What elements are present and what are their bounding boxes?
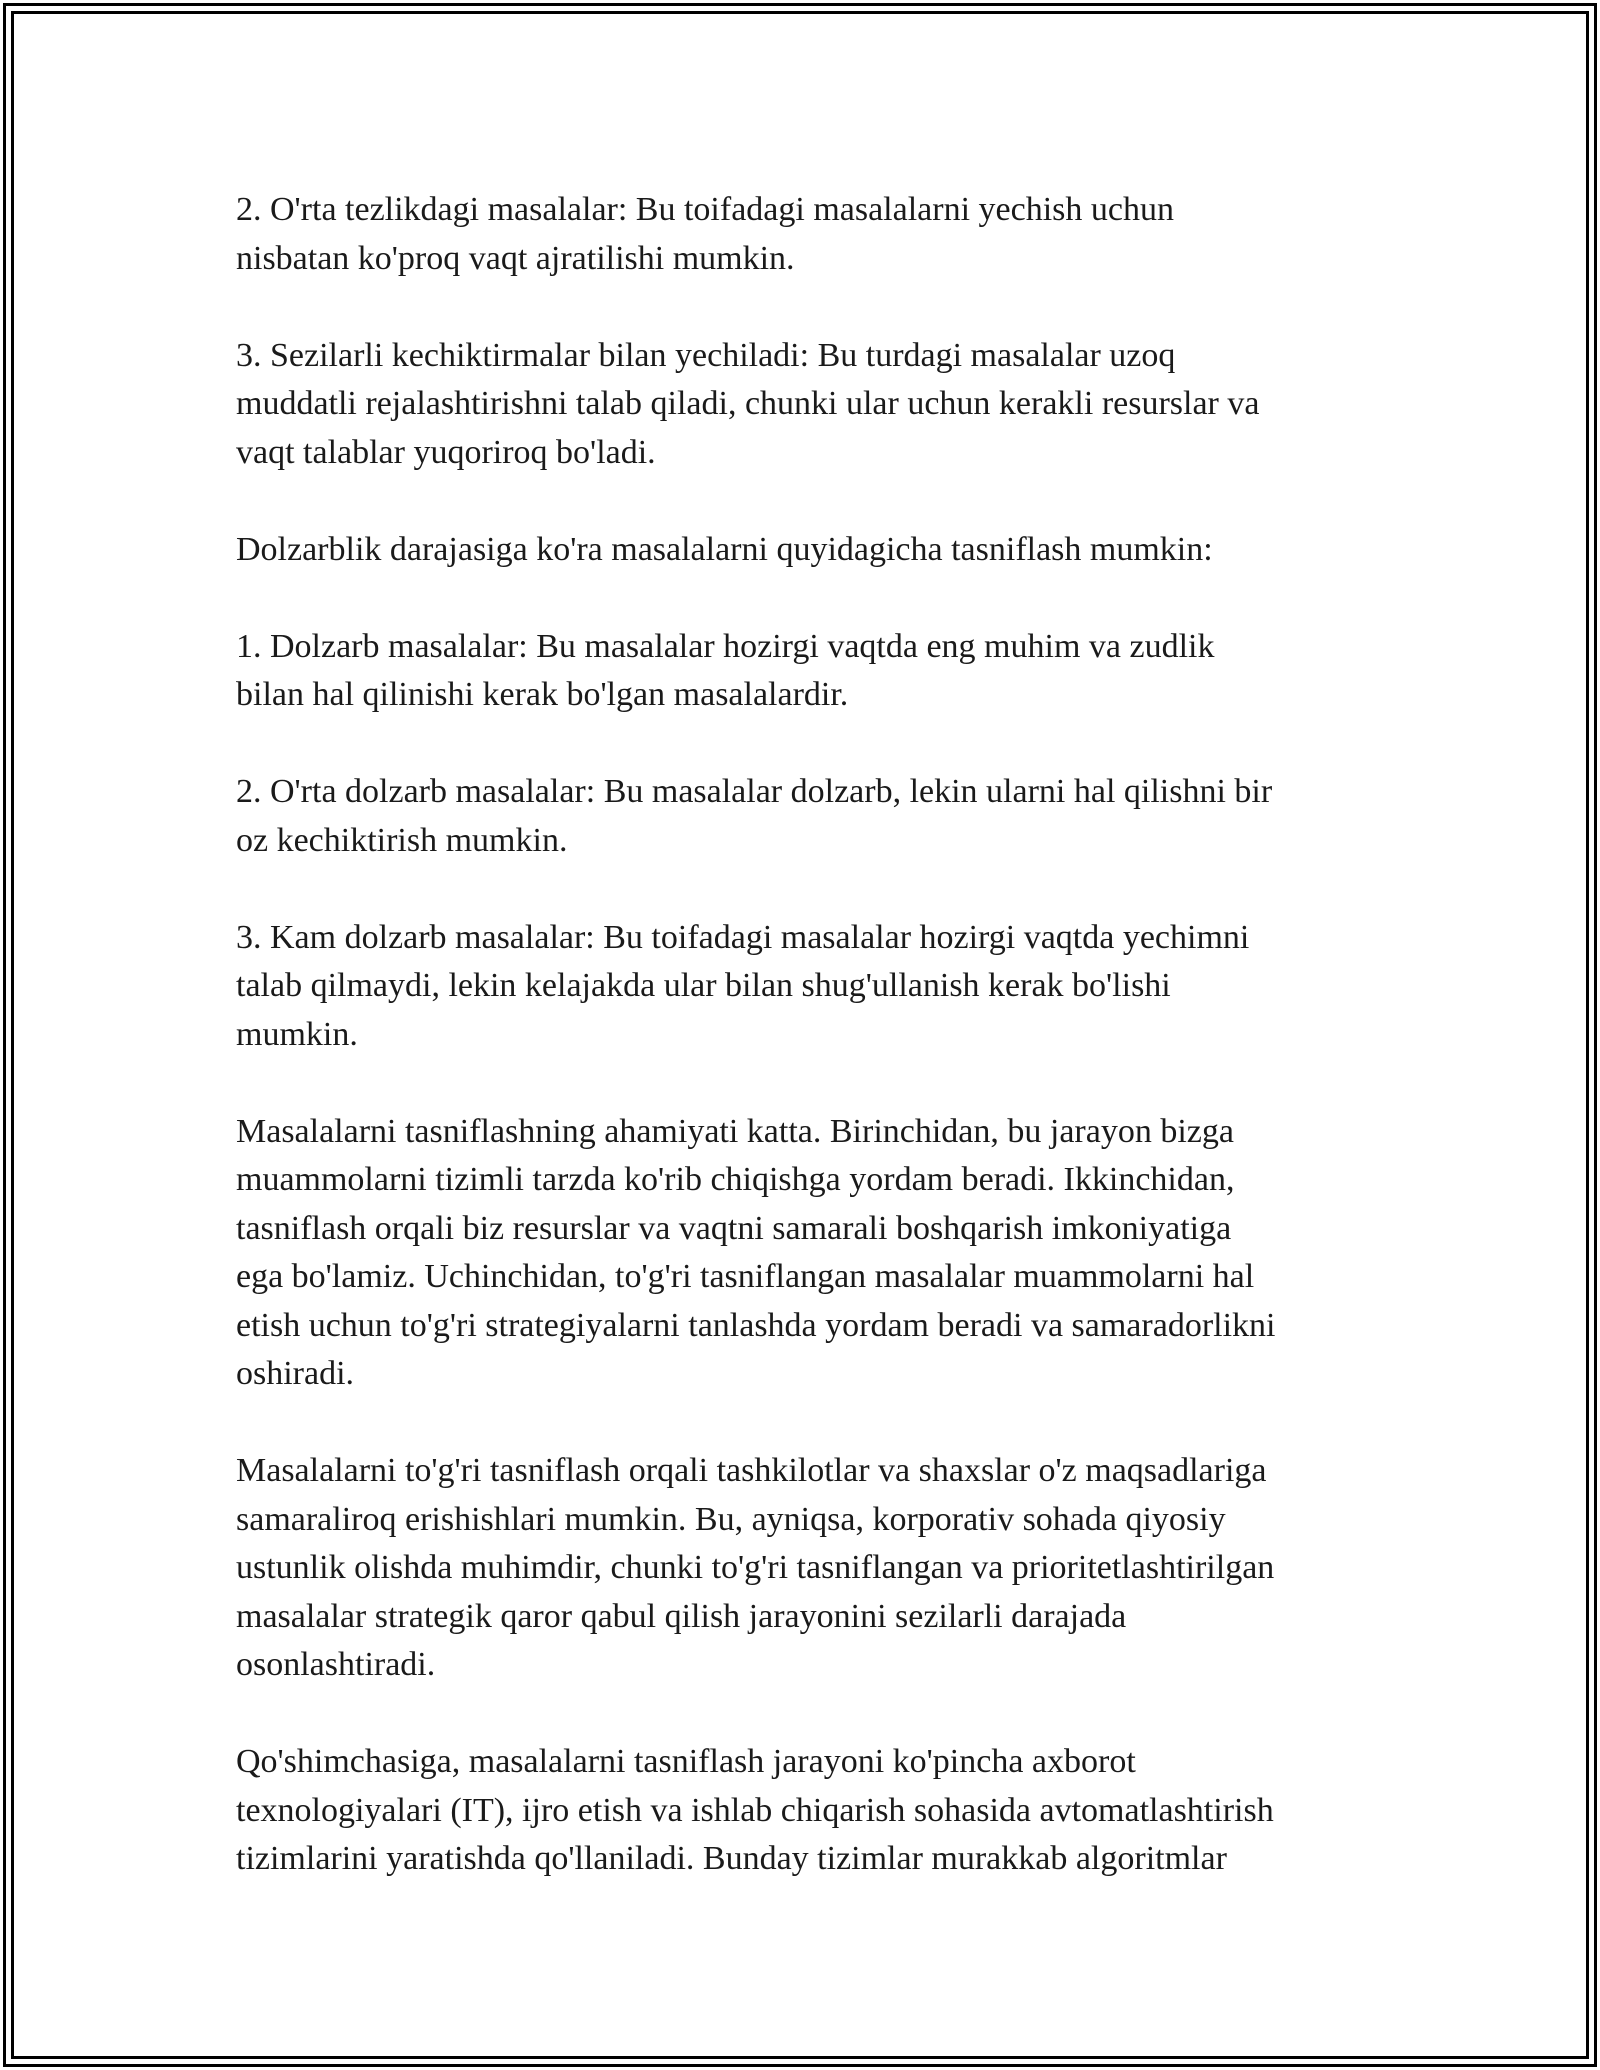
paragraph-low-urgent-tasks: 3. Kam dolzarb masalalar: Bu toifadagi masalalar hozirgi vaqtda yechimni talab qilmaydi, lekin kelajakda ular bilan shug'ullanish kerak bo'lishi mumkin. bbox=[236, 918, 1250, 1053]
paragraph-delayed-tasks: 3. Sezilarli kechiktirmalar bilan yechiladi: Bu turdagi masalalar uzoq muddatli rejalashtirishni talab qiladi, chunki ular uchun kerakli resurslar va vaqt talablar yuqoriroq bo'ladi. bbox=[236, 336, 1260, 471]
paragraph-classification-importance: Masalalarni tasniflashning ahamiyati katta. Birinchidan, bu jarayon bizga muammolarni tizimli tarzda ko'rib chiqishga yordam beradi. Ikkinchidan, tasniflash orqali biz resurslar va vaqtni samarali boshqarish imkoniyatiga ega bo'lamiz. Uchinchidan, to'g'ri tasniflangan masalalar muammolarni hal etish uchun to'g'ri strategiyalarni tanlashda yordam beradi va samaradorlikni oshiradi. bbox=[236, 1112, 1276, 1392]
paragraph-urgent-tasks: 1. Dolzarb masalalar: Bu masalalar hozirgi vaqtda eng muhim va zudlik bilan hal qilinishi kerak bo'lgan masalalardir. bbox=[236, 627, 1215, 713]
paragraph-urgency-intro: Dolzarblik darajasiga ko'ra masalalarni quyidagicha tasniflash mumkin: bbox=[236, 530, 1213, 568]
document-body bbox=[236, 186, 1364, 1932]
paragraph-medium-urgent-tasks: 2. O'rta dolzarb masalalar: Bu masalalar dolzarb, lekin ularni hal qilishni bir oz kechiktirish mumkin. bbox=[236, 773, 1273, 859]
paragraph-it-automation: Qo'shimchasiga, masalalarni tasniflash jarayoni ko'pincha axborot texnologiyalari (IT), ijro etish va ishlab chiqarish sohasida avtomatlashtirish tizimlarini yaratishda qo'llaniladi. Bunday tizimlar murakkab algoritmlar bbox=[236, 1743, 1274, 1877]
paragraph-medium-speed-tasks: 2. O'rta tezlikdagi masalalar: Bu toifadagi masalalarni yechish uchun nisbatan ko'proq vaqt ajratilishi mumkin. bbox=[236, 191, 1174, 277]
paragraph-organizational-benefits: Masalalarni to'g'ri tasniflash orqali tashkilotlar va shaxslar o'z maqsadlariga samaraliroq erishishlari mumkin. Bu, ayniqsa, korporativ sohada qiyosiy ustunlik olishda muhimdir, chunki to'g'ri tasniflangan va prioritetlashtirilgan masalalar strategik qaror qabul qilish jarayonini sezilarli darajada osonlashtiradi. bbox=[236, 1452, 1275, 1683]
